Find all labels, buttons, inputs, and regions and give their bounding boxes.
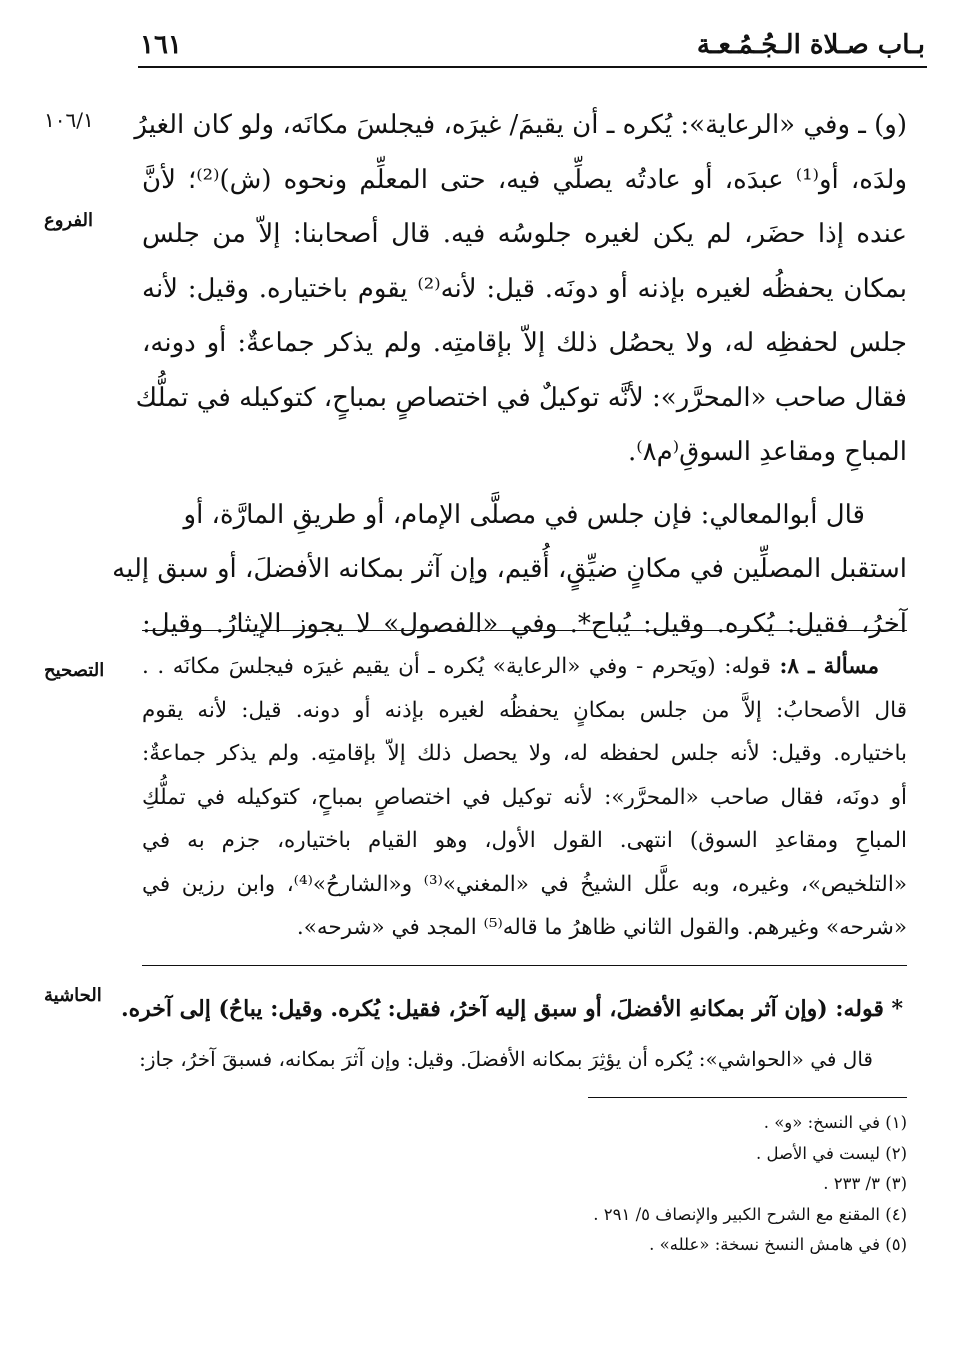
issue-label: مسألة ـ ٨: xyxy=(779,654,880,679)
tashih-text: قوله: (ويَحرم - وفي «الرعاية» يُكره ـ أن يقيم غيرَه فيجلسَ مكانَه . . xyxy=(142,654,771,679)
tashih-line xyxy=(142,645,907,689)
section-divider xyxy=(142,965,907,966)
tashih-line: أو دونَه، فقال صاحب «المحرَّر»: لأنه توكيل في اختصاصٍ بمباحٍ، كتوكيله في تملُّكِ xyxy=(142,784,907,810)
footnotes xyxy=(347,1108,907,1261)
hashiya-line: قال في «الحواشي»: يُكره أن يؤثِرَ بمكانه الأفضلَ. وقيل: وإن آثرَ بمكانه، فسبقَ آخرُ، جاز: xyxy=(139,1047,873,1071)
margin-reference: ١٠٦/١ xyxy=(44,108,94,132)
main-text xyxy=(112,98,907,651)
section-divider xyxy=(142,630,907,631)
footnote: (٥) في هامش النسخ نسخة: «علله» . xyxy=(649,1235,907,1254)
tashih-line: المباحِ ومقاعدِ السوق) انتهى. القول الأول، وهو القيام باختياره، جزم به في xyxy=(142,828,907,853)
running-title: بـاب صـلاة الـجُـمُـعـة xyxy=(696,30,925,60)
main-line: فقال صاحب «المحرَّر»: لأنَّه توكيلٌ في اختصاصٍ بمباحٍ، كتوكيله في تملُّك xyxy=(135,382,907,413)
main-line: ولدَه، أو⁽¹⁾ عبدَه، أو عادتُه يصلِّي فيه، حتى المعلِّم ونحوه (ش)⁽²⁾؛ لأنَّ xyxy=(142,164,907,195)
main-line: المباحِ ومقاعدِ السوقِ⁽م٨⁾. xyxy=(627,437,907,467)
main-line: (و) ـ وفي «الرعاية»: يُكره ـ أن يقيمَ/ غيرَه، فيجلسَ مكانَه، ولو كان الغيرُ xyxy=(134,110,907,140)
main-line: قال أبوالمعالي: فإن جلس في مصلَّى الإمام، أو طريقِ المارَّة، أو xyxy=(183,499,865,530)
hashiya-section xyxy=(120,984,907,1084)
footnote: (٤) المقنع مع الشرح الكبير والإنصاف ٥/ ٢٩١ . xyxy=(593,1204,907,1224)
tashih-line: باختياره. وقيل: لأنه جلس لحفظه له، ولا يحصل ذلك إلاّ بإقامتِه. ولم يذكر جماعةٌ: xyxy=(142,741,907,766)
margin-label-hashiya: الحاشية xyxy=(44,985,102,1006)
tashih-line: «التلخيص»، وغيره، وبه علَّل الشيخُ في «المغني»⁽³⁾ و«الشارحُ»⁽⁴⁾، وابن رزين في xyxy=(142,871,907,897)
main-line: جلس لحفظِه له، ولا يحصُل ذلك إلاّ بإقامتِه. ولم يذكر جماعةٌ: أو دونه، xyxy=(142,328,907,358)
main-line: بمكان يحفظُه لغيره بإذنه أو دونَه. قيل: لأنه⁽²⁾ يقوم باختياره. وقيل: لأنه xyxy=(142,273,907,304)
footnote: (١) في النسخ: «و» . xyxy=(763,1113,907,1132)
footnote: (٣) ٣/ ٢٣٣ . xyxy=(823,1174,907,1193)
page-number: ١٦١ xyxy=(140,30,182,60)
main-line: استقبل المصلِّين في مكانٍ ضيِّقٍ، أُقيم، وإن آثر بمكانه الأفضلَ، أو سبق إليه xyxy=(112,554,907,584)
footnote-divider xyxy=(588,1097,907,1098)
header-rule xyxy=(138,66,927,68)
main-line: عنده إذا حضَر، لم يكن لغيره جلوسُه فيه. قال أصحابنا: إلاّ من جلس xyxy=(142,219,907,249)
main-line: آخرُ، فقيل: يُكره. وقيل: يُباح*. وفي «الفصول» لا يجوز الإيثارُ. وقيل: xyxy=(142,608,907,639)
hashiya-heading: * قوله: (وإن آثر بمكانهِ الأفضلَ، أو سبق إليه آخرُ، فقيل: يُكره. وقيل: يباحُ) إلى آخره. xyxy=(120,996,903,1022)
tashih-line: قال الأصحابُ: إلاَّ من جلس بمكانٍ يحفظُه لغيره بإذنه أو دونه. قيل: لأنه يقوم xyxy=(142,697,907,723)
tashih-line: «شرحه» وغيرهم. والقول الثاني ظاهرُ ما قاله⁽⁵⁾ المجد في «شرحه». xyxy=(296,915,907,940)
margin-label-tashih: التصحيح xyxy=(44,660,105,681)
tashih-section xyxy=(142,645,907,950)
page-header xyxy=(140,30,925,66)
footnote: (٢) ليست في الأصل . xyxy=(755,1143,907,1163)
margin-label-furu: الفروع xyxy=(44,210,93,231)
